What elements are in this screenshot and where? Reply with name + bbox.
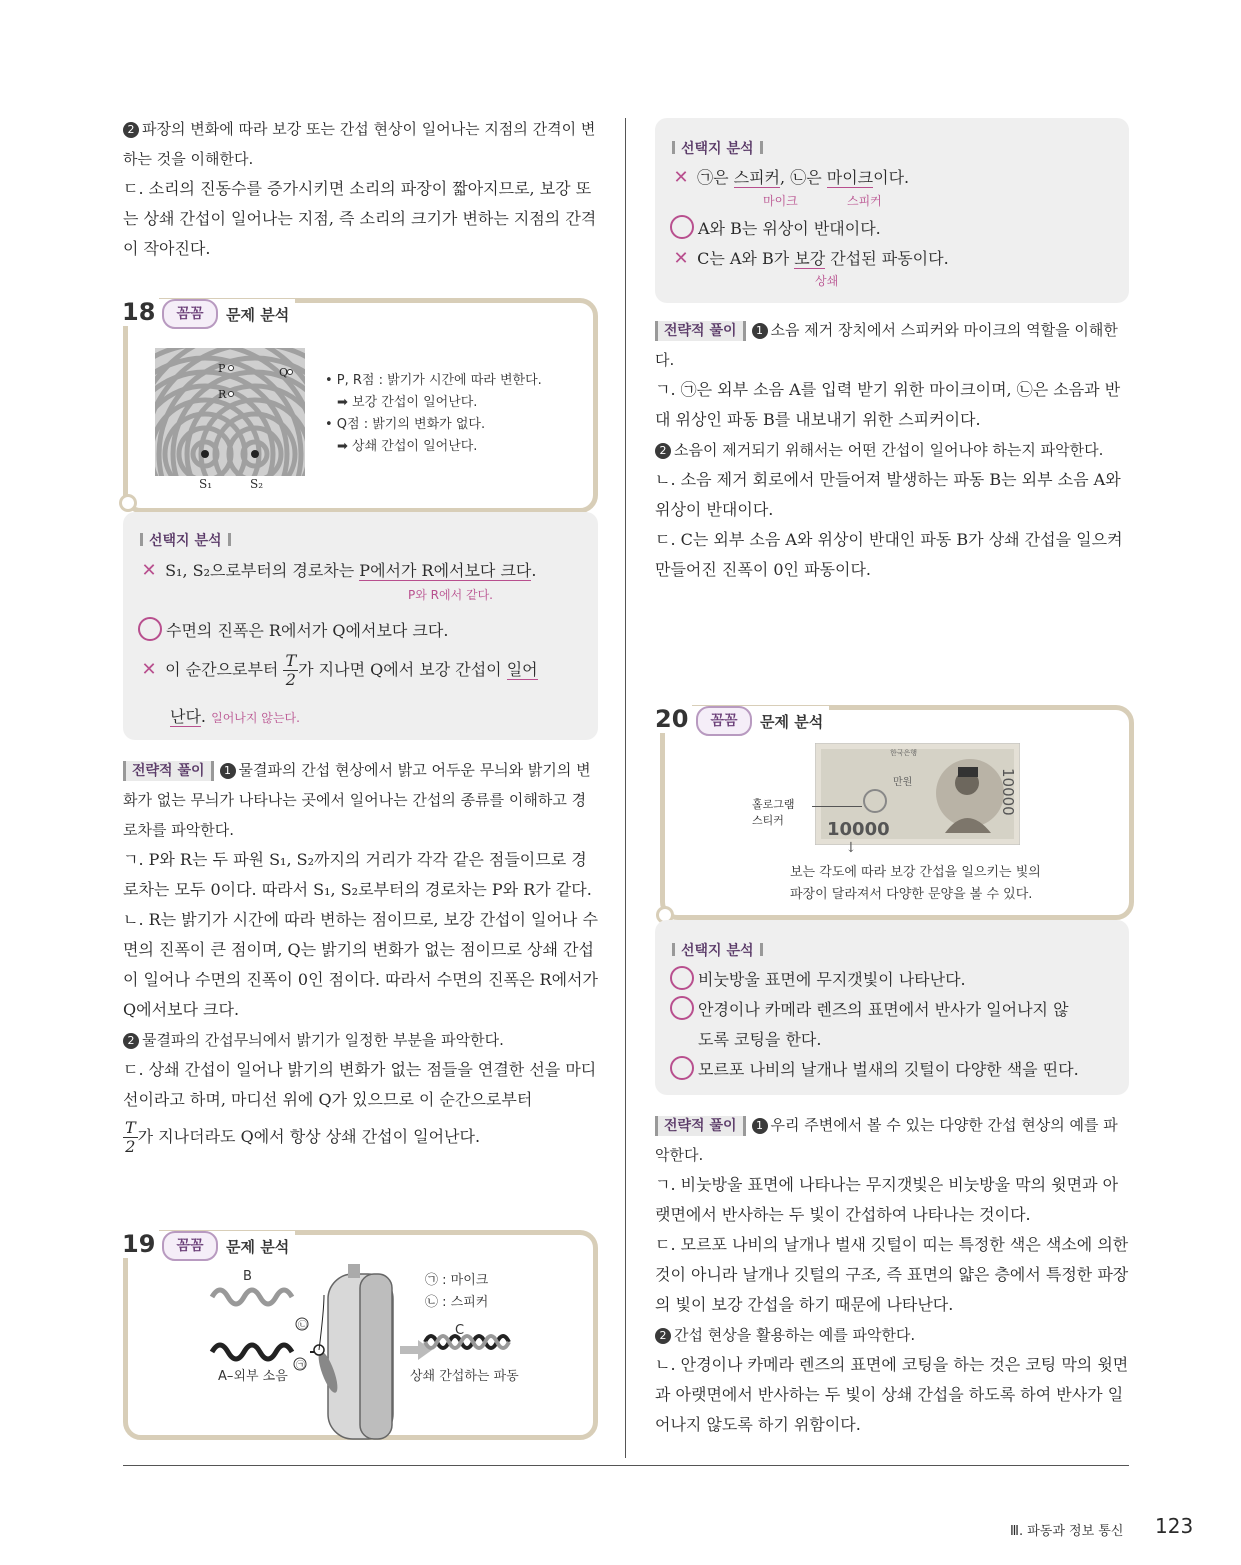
analysis-label: 문제 분석 xyxy=(226,1237,290,1256)
opt1-correction: P와 R에서 같다. xyxy=(408,588,493,602)
cross-mark-icon: ✕ xyxy=(141,659,157,680)
opt3-mid: 가 지나면 Q에서 보강 간섭이 xyxy=(298,660,507,679)
point-r-label: R xyxy=(218,388,227,401)
p19-choice-box xyxy=(655,118,1129,303)
t-over-2-fraction xyxy=(283,652,298,689)
bill-value: 10000 xyxy=(827,819,890,840)
opt1-underlined: P에서가 R에서보다 크다 xyxy=(359,561,532,580)
p18-option-3 xyxy=(138,652,538,689)
opt3-text: 이 순간으로부터 xyxy=(165,660,284,679)
down-arrow-icon: ↓ xyxy=(845,840,857,856)
p20-o3-text: 모르포 나비의 날개나 벌새의 깃털이 다양한 색을 띤다. xyxy=(698,1060,1079,1079)
opt3-underlined-2: 난다 xyxy=(170,707,201,726)
p19-strategy-step2 xyxy=(655,435,1129,465)
step-1-icon: 1 xyxy=(752,1118,768,1134)
p18-figure-notes xyxy=(325,370,585,458)
caption-line1: 보는 각도에 따라 보강 간섭을 일으키는 빛의 xyxy=(790,865,1041,880)
p20-option-1 xyxy=(670,965,966,995)
p20-choice-box xyxy=(655,920,1129,1095)
wave-a xyxy=(212,1345,292,1359)
strategy-tag: 전략적 풀이 xyxy=(655,321,746,341)
choice-analysis-head: 선택지 분석 xyxy=(140,530,231,550)
o1-text: ㉠은 xyxy=(697,168,734,187)
note-q-result: ➡ 상쇄 간섭이 일어난다. xyxy=(337,439,478,454)
p20-number: 20 xyxy=(651,705,692,733)
footer-rule xyxy=(123,1465,1129,1466)
label-c-note: 상쇄 간섭하는 파동 xyxy=(410,1369,519,1384)
p20-o2-text: 안경이나 카메라 렌즈의 표면에서 반사가 일어나지 않 xyxy=(698,1000,1069,1019)
label-b: B xyxy=(243,1269,252,1284)
note-q: • Q점 : 밝기의 변화가 없다. xyxy=(325,417,486,432)
fraction-denominator: 2 xyxy=(125,1137,136,1156)
p19-option-1 xyxy=(670,163,909,193)
p18-explanation-b: ㄴ. R는 밝기가 시간에 따라 변하는 점이므로, 보강 간섭이 일어나 수면의 진폭이 큰 점이며, Q는 밝기의 변화가 없는 점이므로 상쇄 간섭이 일어나 수면의 진폭이 0인 점이다. 따라서 수면의 진폭은 R에서가 Q에서보다 크다. xyxy=(123,910,598,1019)
p20-o1-text: 비눗방울 표면에 무지갯빛이 나타난다. xyxy=(698,970,966,989)
p19-strategy-step1 xyxy=(655,315,1129,375)
s2-label: S₂ xyxy=(250,477,264,491)
p19-step1-text: 소음 제거 장치에서 스피커와 마이크의 역할을 이해한다. xyxy=(655,321,1118,369)
bank-name: 한국은행 xyxy=(890,749,918,757)
fraction-denominator: 2 xyxy=(285,670,296,689)
p20-strategy xyxy=(655,1110,1129,1440)
point-p-label: P xyxy=(218,362,226,375)
ripple-tank-figure xyxy=(155,348,305,476)
source-s2-dot xyxy=(251,450,259,458)
strategy-tag: 전략적 풀이 xyxy=(655,1116,746,1136)
bill-text: 만원 xyxy=(893,777,913,788)
caption-line2: 파장이 달라져서 다양한 문양을 볼 수 있다. xyxy=(790,887,1033,902)
banknote-image xyxy=(815,743,1020,845)
correct-circle-icon xyxy=(670,215,694,239)
o2-text: A와 B는 위상이 반대이다. xyxy=(698,219,881,238)
p20-explanation-b: ㄴ. 안경이나 카메라 렌즈의 표면에 코팅을 하는 것은 코팅 막의 윗면과 아랫면에서 반사하는 두 빛이 상쇄 간섭을 하도록 하여 반사가 일어나지 않도록 하기 위함이다. xyxy=(655,1355,1129,1434)
cross-mark-icon: ✕ xyxy=(141,560,157,581)
p18-option-1 xyxy=(138,556,588,586)
s1-label: S₁ xyxy=(199,477,213,491)
hologram-leader-line xyxy=(812,806,862,807)
column-divider xyxy=(625,118,626,1458)
label-c: C xyxy=(455,1323,465,1338)
correct-circle-icon xyxy=(670,1056,694,1080)
note-pr-result: ➡ 보강 간섭이 일어난다. xyxy=(337,395,478,410)
correct-circle-icon xyxy=(670,996,694,1020)
cross-mark-icon: ✕ xyxy=(673,167,689,188)
p18-strategy xyxy=(123,755,598,1156)
fraction-numerator: T xyxy=(285,651,297,670)
step2-line xyxy=(123,114,598,174)
p20-step2-text: 간섭 현상을 활용하는 예를 파악한다. xyxy=(674,1326,916,1344)
o3-text: C는 A와 B가 xyxy=(697,249,795,268)
p20-header xyxy=(690,706,829,736)
p19-option-2 xyxy=(670,214,881,244)
o1-underlined-1: 스피커 xyxy=(733,168,781,187)
note-pr: • P, R점 : 밝기가 시간에 따라 변한다. xyxy=(325,373,542,388)
p19-step2-text: 소음이 제거되기 위해서는 어떤 간섭이 일어나야 하는지 파악한다. xyxy=(674,441,1104,459)
p18-step2-text: 물결파의 간섭무늬에서 밝기가 일정한 부분을 파악한다. xyxy=(142,1031,504,1049)
hologram-label: 홀로그램 스티커 xyxy=(752,798,795,827)
kkomkkom-badge: 꼼꼼 xyxy=(162,299,218,329)
choice-analysis-head: 선택지 분석 xyxy=(672,940,763,960)
p18-option-2 xyxy=(138,616,448,646)
opt3-correction: 일어나지 않는다. xyxy=(211,711,300,725)
p18-step1-text: 물결파의 간섭 현상에서 밝고 어두운 무늬와 밝기의 변화가 없는 무늬가 나타나는 곳에서 일어나는 간섭의 종류를 이해하고 경로차를 파악한다. xyxy=(123,761,591,839)
p18-option-3-line2 xyxy=(170,702,300,733)
step-1-icon: 1 xyxy=(220,763,236,779)
cross-mark-icon: ✕ xyxy=(673,248,689,269)
footer-section: Ⅲ. 파동과 정보 통신 xyxy=(1010,1524,1124,1539)
page-number: 123 xyxy=(1155,1514,1194,1538)
o1-correction-1: 마이크 xyxy=(763,194,798,208)
kkomkkom-badge: 꼼꼼 xyxy=(696,706,752,736)
p19-strategy xyxy=(655,315,1129,585)
opt1-period: . xyxy=(531,561,537,580)
mic-mark: ㉠ xyxy=(296,1361,306,1371)
o1-correction-2: 스피커 xyxy=(847,194,882,208)
p19-option-3 xyxy=(670,244,949,274)
p18-number: 18 xyxy=(118,298,159,326)
p20-strategy-step1 xyxy=(655,1110,1129,1170)
o1-mid: , ㉡은 xyxy=(780,168,827,187)
legend-speaker: ㉡ : 스피커 xyxy=(425,1295,489,1310)
step2-text: 파장의 변화에 따라 보강 또는 간섭 현상이 일어나는 지점의 간격이 변하는 것을 이해한다. xyxy=(123,120,596,168)
p18-explanation-c2 xyxy=(123,1119,598,1156)
p20-explanation-a: ㄱ. 비눗방울 표면에 나타나는 무지갯빛은 비눗방울 막의 윗면과 아랫면에서 반사하는 두 빛이 간섭하여 나타나는 것이다. xyxy=(655,1175,1119,1224)
frame-dot xyxy=(119,494,137,512)
p19-explanation-c: ㄷ. C는 외부 소음 A와 위상이 반대인 파동 B가 상쇄 간섭을 일으켜 만들어진 진폭이 0인 파동이다. xyxy=(655,530,1123,579)
fraction-numerator: T xyxy=(125,1118,136,1137)
p20-option-3 xyxy=(670,1055,1079,1085)
p18-c2-text: 가 지나더라도 Q에서 항상 상쇄 간섭이 일어난다. xyxy=(137,1127,481,1146)
p20-option-2-line2: 도록 코팅을 한다. xyxy=(698,1030,822,1049)
p19-explanation-b: ㄴ. 소음 제거 회로에서 만들어져 발생하는 파동 B는 외부 소음 A와 위상이 반대이다. xyxy=(655,470,1121,519)
p19-header xyxy=(156,1231,295,1261)
opt1-text: S₁, S₂으로부터의 경로차는 xyxy=(165,561,360,580)
opt2-text: 수면의 진폭은 R에서가 Q에서보다 크다. xyxy=(166,621,449,640)
o1-underlined-2: 마이크 xyxy=(826,168,874,187)
opt3-underlined: 일어 xyxy=(506,660,538,679)
choice-c-explanation: ㄷ. 소리의 진동수를 증가시키면 소리의 파장이 짧아지므로, 보강 또는 상쇄 간섭이 일어나는 지점, 즉 소리의 크기가 변하는 지점의 간격이 작아진다. xyxy=(123,179,597,258)
opt3-period: . xyxy=(200,707,207,726)
kkomkkom-badge: 꼼꼼 xyxy=(162,1231,218,1261)
choice-analysis-head: 선택지 분석 xyxy=(672,138,763,158)
o3-underlined: 보강 xyxy=(794,249,826,268)
p18-explanation-c1: ㄷ. 상쇄 간섭이 일어나 밝기의 변화가 없는 점들을 연결한 선을 마디선이라고 하며, 마디선 위에 Q가 있으므로 이 순간으로부터 xyxy=(123,1060,597,1109)
o1-post: 이다. xyxy=(873,168,910,187)
bill-value-vertical: 10000 xyxy=(999,768,1017,816)
t-over-2-fraction xyxy=(123,1119,138,1156)
correct-circle-icon xyxy=(138,617,162,641)
point-q-label: Q xyxy=(279,366,289,379)
p20-explanation-c: ㄷ. 모르포 나비의 날개나 벌새 깃털이 띠는 특정한 색은 색소에 의한 것이 아니라 날개나 깃털의 구조, 즉 표면의 얇은 층에서 특정한 파장의 빛이 보강 간섭을 하기 때문에 나타난다. xyxy=(655,1235,1129,1314)
left-top-text xyxy=(123,114,598,264)
o3-correction: 상쇄 xyxy=(815,274,839,288)
step-1-icon: 1 xyxy=(752,323,768,339)
speaker-mark: ㉡ xyxy=(298,1321,308,1331)
analysis-label: 문제 분석 xyxy=(760,712,824,731)
p20-strategy-step2 xyxy=(655,1320,1129,1350)
label-a-noise: A–외부 소음 xyxy=(218,1369,288,1384)
p19-number: 19 xyxy=(118,1230,159,1258)
wave-b xyxy=(212,1290,292,1304)
p18-explanation-a: ㄱ. P와 R는 두 파원 S₁, S₂까지의 거리가 각각 같은 점들이므로 경로차는 모두 0이다. 따라서 S₁, S₂로부터의 경로차는 P와 R가 같다. xyxy=(123,850,592,899)
step-2-icon: 2 xyxy=(123,122,139,138)
p18-strategy-step1 xyxy=(123,755,598,845)
analysis-label: 문제 분석 xyxy=(226,305,290,324)
step-2-icon: 2 xyxy=(655,1328,671,1344)
p20-option-2 xyxy=(670,995,1069,1025)
p18-choice-box xyxy=(123,512,598,740)
legend-mic: ㉠ : 마이크 xyxy=(425,1273,489,1288)
p18-strategy-step2 xyxy=(123,1025,598,1055)
strategy-tag: 전략적 풀이 xyxy=(123,761,214,781)
source-s1-dot xyxy=(201,450,209,458)
o3-post: 간섭된 파동이다. xyxy=(825,249,949,268)
p18-header xyxy=(156,299,295,329)
correct-circle-icon xyxy=(670,966,694,990)
p19-explanation-a: ㄱ. ㉠은 외부 소음 A를 입력 받기 위한 마이크이며, ㉡은 소음과 반대 위상인 파동 B를 내보내기 위한 스피커이다. xyxy=(655,380,1121,429)
step-2-icon: 2 xyxy=(123,1033,139,1049)
step-2-icon: 2 xyxy=(655,443,671,459)
p20-step1-text: 우리 주변에서 볼 수 있는 다양한 간섭 현상의 예를 파악한다. xyxy=(655,1116,1118,1164)
